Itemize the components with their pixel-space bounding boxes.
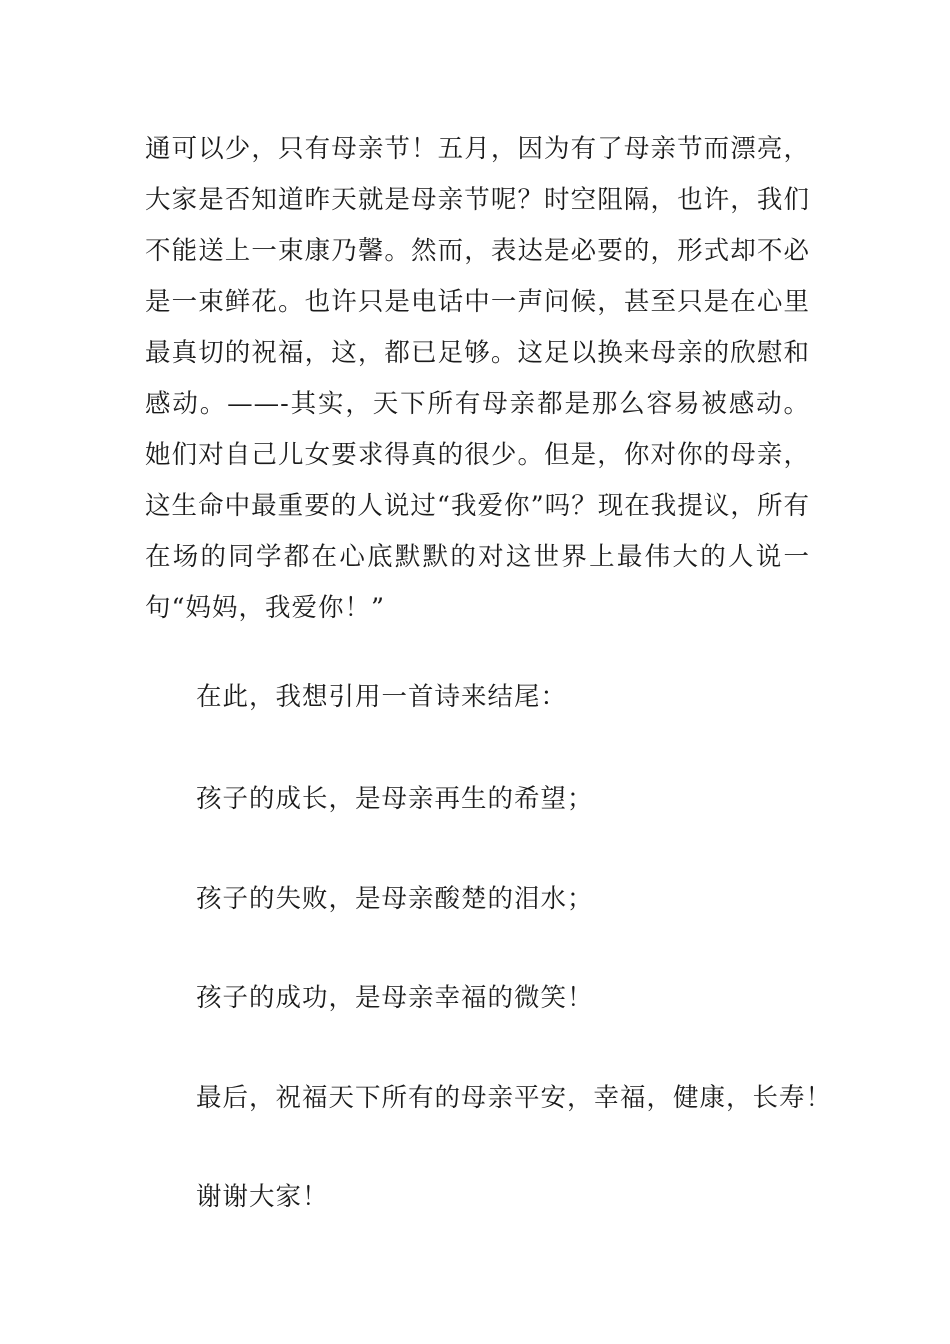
- closing-wish-paragraph: 最后，祝福天下所有的母亲平安，幸福，健康，长寿！: [196, 1083, 833, 1113]
- continued-paragraph: 通可以少，只有母亲节！五月，因为有了母亲节而漂亮，大家是否知道昨天就是母亲节呢？时空阻隔，也许，我们不能送上一束康乃馨。然而，表达是必要的，形式却不必是一束鲜花。也许只是电话中一声问候，甚至只是在心里最真切的祝福，这，都已足够。这足以换来母亲的欣慰和感动。——-其实，天下所有母亲都是那么容易被感动。她们对自己儿女要求得真的很少。但是，你对你的母亲，这生命中最重要的人说过“我爱你”吗？现在我提议，所有在场的同学都在心底默默的对这世界上最伟大的人说一句“妈妈，我爱你！”: [145, 134, 810, 623]
- poem-intro-paragraph: 在此，我想引用一首诗来结尾：: [196, 682, 568, 712]
- poem-line-1: 孩子的成长，是母亲再生的希望；: [196, 784, 594, 814]
- poem-line-3: 孩子的成功，是母亲幸福的微笑！: [196, 983, 594, 1013]
- thanks-paragraph: 谢谢大家！: [196, 1182, 329, 1212]
- body-text-block: [145, 124, 810, 634]
- poem-line-2: 孩子的失败，是母亲酸楚的泪水；: [196, 884, 594, 914]
